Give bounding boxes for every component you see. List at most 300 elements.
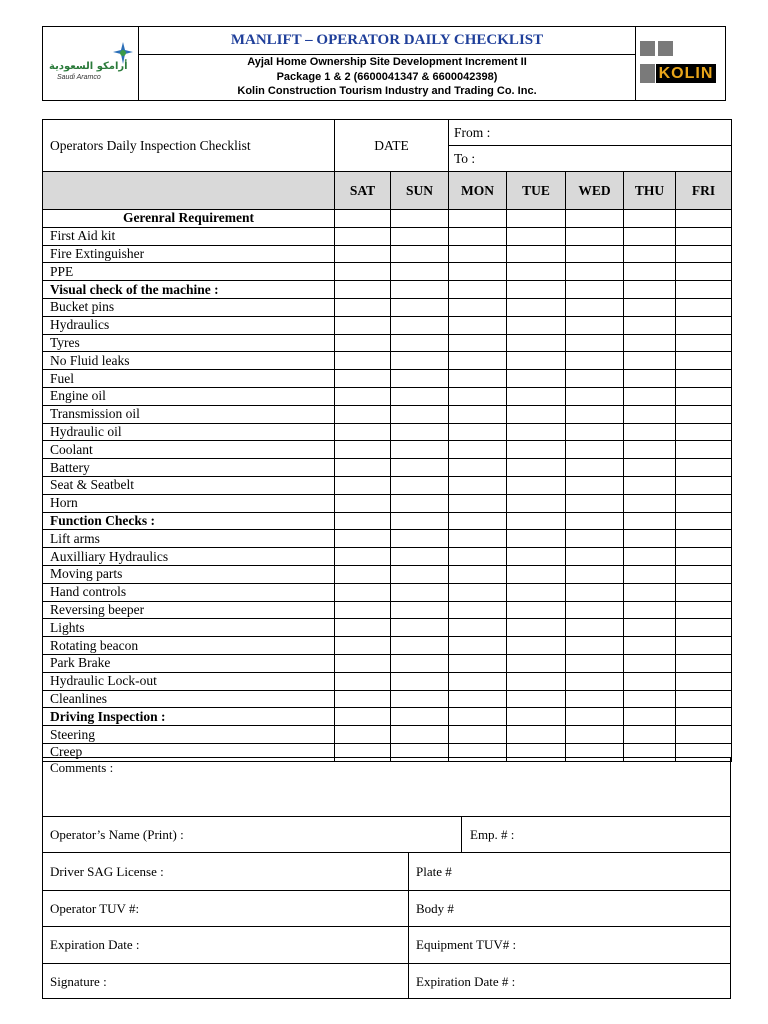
check-cell-thu[interactable] <box>624 672 676 690</box>
check-cell-sat[interactable] <box>335 316 391 334</box>
check-cell-tue[interactable] <box>507 334 566 352</box>
check-cell-sat[interactable] <box>335 672 391 690</box>
table-top-row <box>43 120 732 172</box>
check-cell-fri[interactable] <box>676 654 732 672</box>
check-cell-tue[interactable] <box>507 637 566 655</box>
check-cell-wed[interactable] <box>566 459 624 477</box>
check-cell-mon[interactable] <box>449 726 507 744</box>
table-row <box>43 690 732 708</box>
comments-label: Comments : <box>50 760 114 775</box>
check-cell-sat[interactable] <box>335 601 391 619</box>
table-row <box>43 441 732 459</box>
check-cell-sat[interactable] <box>335 708 391 726</box>
checklist-item-label: Steering <box>43 726 335 744</box>
package-numbers: Package 1 & 2 (6600041347 & 6600042398) <box>276 70 498 83</box>
check-cell-fri[interactable] <box>676 530 732 548</box>
check-cell-wed[interactable] <box>566 637 624 655</box>
check-cell-mon[interactable] <box>449 210 507 228</box>
table-row <box>43 459 732 477</box>
table-row <box>43 227 732 245</box>
checklist-item-label: Hydraulic Lock-out <box>43 672 335 690</box>
check-cell-sat[interactable] <box>335 476 391 494</box>
check-cell-tue[interactable] <box>507 423 566 441</box>
check-cell-wed[interactable] <box>566 316 624 334</box>
section-heading: Visual check of the machine : <box>43 281 335 299</box>
check-cell-wed[interactable] <box>566 281 624 299</box>
check-cell-sun[interactable] <box>391 459 449 477</box>
check-cell-sat[interactable] <box>335 281 391 299</box>
check-cell-thu[interactable] <box>624 441 676 459</box>
check-cell-sun[interactable] <box>391 210 449 228</box>
table-row <box>43 316 732 334</box>
check-cell-sun[interactable] <box>391 405 449 423</box>
check-cell-thu[interactable] <box>624 227 676 245</box>
check-cell-wed[interactable] <box>566 263 624 281</box>
checklist-item-label: Creep <box>43 743 335 761</box>
check-cell-sat[interactable] <box>335 352 391 370</box>
table-row <box>43 263 732 281</box>
check-cell-sun[interactable] <box>391 619 449 637</box>
check-cell-thu[interactable] <box>624 708 676 726</box>
operator-name-row <box>42 816 731 853</box>
table-row <box>43 334 732 352</box>
check-cell-tue[interactable] <box>507 387 566 405</box>
comments-box[interactable] <box>42 757 731 817</box>
checklist-item-label: Lift arms <box>43 530 335 548</box>
to-field[interactable]: To : <box>454 151 476 166</box>
check-cell-wed[interactable] <box>566 405 624 423</box>
check-cell-mon[interactable] <box>449 476 507 494</box>
check-cell-mon[interactable] <box>449 227 507 245</box>
table-row <box>43 245 732 263</box>
checklist-item-label: Tyres <box>43 334 335 352</box>
checklist-item-label: Rotating beacon <box>43 637 335 655</box>
checklist-item-label: Seat & Seatbelt <box>43 476 335 494</box>
check-cell-mon[interactable] <box>449 370 507 388</box>
check-cell-sun[interactable] <box>391 298 449 316</box>
check-cell-tue[interactable] <box>507 281 566 299</box>
checklist-item-label: Battery <box>43 459 335 477</box>
check-cell-wed[interactable] <box>566 334 624 352</box>
document-header <box>42 26 726 101</box>
check-cell-sat[interactable] <box>335 210 391 228</box>
check-cell-wed[interactable] <box>566 352 624 370</box>
check-cell-fri[interactable] <box>676 708 732 726</box>
equipment-tuv-label: Equipment TUV# : <box>416 937 517 952</box>
check-cell-tue[interactable] <box>507 690 566 708</box>
checklist-item-label: Coolant <box>43 441 335 459</box>
check-cell-fri[interactable] <box>676 334 732 352</box>
check-cell-sun[interactable] <box>391 476 449 494</box>
check-cell-sun[interactable] <box>391 245 449 263</box>
check-cell-sat[interactable] <box>335 423 391 441</box>
check-cell-thu[interactable] <box>624 405 676 423</box>
checklist-item-label: Cleanlines <box>43 690 335 708</box>
check-cell-sat[interactable] <box>335 405 391 423</box>
check-cell-mon[interactable] <box>449 298 507 316</box>
check-cell-thu[interactable] <box>624 334 676 352</box>
check-cell-mon[interactable] <box>449 423 507 441</box>
check-cell-fri[interactable] <box>676 512 732 530</box>
check-cell-sun[interactable] <box>391 494 449 512</box>
check-cell-thu[interactable] <box>624 423 676 441</box>
check-cell-thu[interactable] <box>624 690 676 708</box>
check-cell-thu[interactable] <box>624 512 676 530</box>
check-cell-mon[interactable] <box>449 316 507 334</box>
check-cell-sun[interactable] <box>391 601 449 619</box>
section-heading: Driving Inspection : <box>43 708 335 726</box>
signature-label: Signature : <box>50 974 107 989</box>
table-row <box>43 637 732 655</box>
table-row <box>43 726 732 744</box>
check-cell-mon[interactable] <box>449 548 507 566</box>
check-cell-wed[interactable] <box>566 210 624 228</box>
check-cell-tue[interactable] <box>507 210 566 228</box>
check-cell-sun[interactable] <box>391 281 449 299</box>
check-cell-sat[interactable] <box>335 654 391 672</box>
date-label: DATE <box>335 120 449 172</box>
check-cell-tue[interactable] <box>507 672 566 690</box>
day-header-tue: TUE <box>507 172 566 210</box>
check-cell-fri[interactable] <box>676 494 732 512</box>
divider <box>43 926 730 927</box>
check-cell-mon[interactable] <box>449 281 507 299</box>
check-cell-wed[interactable] <box>566 245 624 263</box>
table-row <box>43 619 732 637</box>
header-subtitle <box>138 55 636 99</box>
check-cell-mon[interactable] <box>449 601 507 619</box>
operator-name-label: Operator’s Name (Print) : <box>50 827 184 842</box>
check-cell-wed[interactable] <box>566 726 624 744</box>
check-cell-thu[interactable] <box>624 548 676 566</box>
check-cell-wed[interactable] <box>566 387 624 405</box>
check-cell-mon[interactable] <box>449 494 507 512</box>
check-cell-wed[interactable] <box>566 583 624 601</box>
check-cell-mon[interactable] <box>449 708 507 726</box>
check-cell-sat[interactable] <box>335 227 391 245</box>
check-cell-mon[interactable] <box>449 352 507 370</box>
check-cell-sun[interactable] <box>391 548 449 566</box>
check-cell-fri[interactable] <box>676 227 732 245</box>
check-cell-sun[interactable] <box>391 637 449 655</box>
check-cell-sat[interactable] <box>335 637 391 655</box>
check-cell-mon[interactable] <box>449 583 507 601</box>
check-cell-fri[interactable] <box>676 423 732 441</box>
check-cell-fri[interactable] <box>676 210 732 228</box>
check-cell-fri[interactable] <box>676 298 732 316</box>
check-cell-thu[interactable] <box>624 298 676 316</box>
check-cell-fri[interactable] <box>676 565 732 583</box>
check-cell-sun[interactable] <box>391 387 449 405</box>
check-cell-sat[interactable] <box>335 387 391 405</box>
check-cell-thu[interactable] <box>624 476 676 494</box>
company-name: Kolin Construction Tourism Industry and Trading Co. Inc. <box>237 85 537 97</box>
check-cell-fri[interactable] <box>676 316 732 334</box>
check-cell-thu[interactable] <box>624 210 676 228</box>
check-cell-tue[interactable] <box>507 654 566 672</box>
check-cell-sun[interactable] <box>391 263 449 281</box>
table-row <box>43 583 732 601</box>
check-cell-sun[interactable] <box>391 423 449 441</box>
check-cell-fri[interactable] <box>676 281 732 299</box>
check-cell-sun[interactable] <box>391 512 449 530</box>
check-cell-fri[interactable] <box>676 690 732 708</box>
check-cell-wed[interactable] <box>566 690 624 708</box>
check-cell-mon[interactable] <box>449 637 507 655</box>
check-cell-wed[interactable] <box>566 548 624 566</box>
table-row <box>43 423 732 441</box>
check-cell-fri[interactable] <box>676 405 732 423</box>
check-cell-mon[interactable] <box>449 263 507 281</box>
check-cell-sun[interactable] <box>391 227 449 245</box>
check-cell-tue[interactable] <box>507 370 566 388</box>
checklist-item-label: Lights <box>43 619 335 637</box>
check-cell-fri[interactable] <box>676 245 732 263</box>
check-cell-fri[interactable] <box>676 387 732 405</box>
check-cell-sat[interactable] <box>335 548 391 566</box>
check-cell-thu[interactable] <box>624 263 676 281</box>
check-cell-wed[interactable] <box>566 423 624 441</box>
check-cell-tue[interactable] <box>507 565 566 583</box>
day-header-sat: SAT <box>335 172 391 210</box>
check-cell-mon[interactable] <box>449 672 507 690</box>
check-cell-tue[interactable] <box>507 530 566 548</box>
check-cell-fri[interactable] <box>676 619 732 637</box>
check-cell-tue[interactable] <box>507 298 566 316</box>
check-cell-thu[interactable] <box>624 387 676 405</box>
check-cell-sat[interactable] <box>335 441 391 459</box>
check-cell-mon[interactable] <box>449 619 507 637</box>
check-cell-thu[interactable] <box>624 530 676 548</box>
check-cell-sat[interactable] <box>335 334 391 352</box>
check-cell-wed[interactable] <box>566 441 624 459</box>
check-cell-mon[interactable] <box>449 530 507 548</box>
section-heading: Function Checks : <box>43 512 335 530</box>
check-cell-sun[interactable] <box>391 708 449 726</box>
check-cell-thu[interactable] <box>624 601 676 619</box>
check-cell-wed[interactable] <box>566 654 624 672</box>
check-cell-fri[interactable] <box>676 352 732 370</box>
day-header-mon: MON <box>449 172 507 210</box>
check-cell-tue[interactable] <box>507 263 566 281</box>
table-row <box>43 405 732 423</box>
check-cell-wed[interactable] <box>566 494 624 512</box>
check-cell-tue[interactable] <box>507 476 566 494</box>
check-cell-wed[interactable] <box>566 370 624 388</box>
table-row <box>43 530 732 548</box>
check-cell-mon[interactable] <box>449 512 507 530</box>
table-row <box>43 548 732 566</box>
checklist-item-label: First Aid kit <box>43 227 335 245</box>
aramco-english-text: Saudi Aramco <box>57 74 101 81</box>
table-row <box>43 565 732 583</box>
check-cell-thu[interactable] <box>624 494 676 512</box>
check-cell-wed[interactable] <box>566 565 624 583</box>
checklist-item-label: Park Brake <box>43 654 335 672</box>
check-cell-sun[interactable] <box>391 370 449 388</box>
check-cell-tue[interactable] <box>507 459 566 477</box>
check-cell-mon[interactable] <box>449 459 507 477</box>
check-cell-fri[interactable] <box>676 726 732 744</box>
checklist-item-label: Auxilliary Hydraulics <box>43 548 335 566</box>
check-cell-fri[interactable] <box>676 672 732 690</box>
check-cell-sat[interactable] <box>335 619 391 637</box>
check-cell-thu[interactable] <box>624 565 676 583</box>
check-cell-sun[interactable] <box>391 690 449 708</box>
checklist-item-label: Engine oil <box>43 387 335 405</box>
aramco-arabic-text: أرامكو السعودية <box>49 61 128 72</box>
check-cell-sun[interactable] <box>391 352 449 370</box>
checklist-item-label: Hydraulics <box>43 316 335 334</box>
check-cell-sun[interactable] <box>391 672 449 690</box>
from-field[interactable]: From : <box>449 120 731 146</box>
checklist-item-label: Bucket pins <box>43 298 335 316</box>
kolin-square-icon <box>640 41 655 56</box>
check-cell-fri[interactable] <box>676 637 732 655</box>
table-row <box>43 298 732 316</box>
check-cell-thu[interactable] <box>624 619 676 637</box>
table-row <box>43 210 732 228</box>
check-cell-wed[interactable] <box>566 601 624 619</box>
check-cell-fri[interactable] <box>676 548 732 566</box>
check-cell-wed[interactable] <box>566 227 624 245</box>
checklist-heading: Operators Daily Inspection Checklist <box>43 120 335 172</box>
check-cell-tue[interactable] <box>507 245 566 263</box>
check-cell-sun[interactable] <box>391 565 449 583</box>
check-cell-sat[interactable] <box>335 726 391 744</box>
check-cell-thu[interactable] <box>624 459 676 477</box>
check-cell-mon[interactable] <box>449 654 507 672</box>
day-header-wed: WED <box>566 172 624 210</box>
divider <box>43 890 730 891</box>
driver-license-label: Driver SAG License : <box>50 864 164 879</box>
check-cell-fri[interactable] <box>676 601 732 619</box>
check-cell-tue[interactable] <box>507 619 566 637</box>
check-cell-thu[interactable] <box>624 316 676 334</box>
check-cell-mon[interactable] <box>449 565 507 583</box>
check-cell-thu[interactable] <box>624 637 676 655</box>
kolin-square-icon <box>658 41 673 56</box>
check-cell-fri[interactable] <box>676 459 732 477</box>
check-cell-wed[interactable] <box>566 476 624 494</box>
check-cell-fri[interactable] <box>676 263 732 281</box>
check-cell-tue[interactable] <box>507 441 566 459</box>
expiration-date-label: Expiration Date : <box>50 937 140 952</box>
check-cell-thu[interactable] <box>624 245 676 263</box>
check-cell-fri[interactable] <box>676 476 732 494</box>
check-cell-tue[interactable] <box>507 512 566 530</box>
check-cell-tue[interactable] <box>507 227 566 245</box>
check-cell-mon[interactable] <box>449 405 507 423</box>
project-name: Ayjal Home Ownership Site Development Increment II <box>247 56 527 68</box>
check-cell-mon[interactable] <box>449 334 507 352</box>
day-header-sun: SUN <box>391 172 449 210</box>
check-cell-fri[interactable] <box>676 583 732 601</box>
check-cell-sat[interactable] <box>335 245 391 263</box>
check-cell-mon[interactable] <box>449 441 507 459</box>
check-cell-tue[interactable] <box>507 708 566 726</box>
check-cell-mon[interactable] <box>449 690 507 708</box>
checklist-item-label: Fire Extinguisher <box>43 245 335 263</box>
check-cell-thu[interactable] <box>624 726 676 744</box>
emp-label: Emp. # : <box>470 827 515 842</box>
check-cell-sat[interactable] <box>335 298 391 316</box>
inspection-table <box>42 119 732 762</box>
check-cell-sun[interactable] <box>391 530 449 548</box>
check-cell-sat[interactable] <box>335 583 391 601</box>
checklist-item-label: Transmission oil <box>43 405 335 423</box>
check-cell-sun[interactable] <box>391 334 449 352</box>
check-cell-tue[interactable] <box>507 601 566 619</box>
table-row <box>43 370 732 388</box>
check-cell-fri[interactable] <box>676 441 732 459</box>
check-cell-sat[interactable] <box>335 690 391 708</box>
checklist-item-label: No Fluid leaks <box>43 352 335 370</box>
check-cell-thu[interactable] <box>624 583 676 601</box>
check-cell-sun[interactable] <box>391 726 449 744</box>
check-cell-thu[interactable] <box>624 352 676 370</box>
check-cell-tue[interactable] <box>507 316 566 334</box>
table-row <box>43 601 732 619</box>
checklist-item-label: Hydraulic oil <box>43 423 335 441</box>
day-header-thu: THU <box>624 172 676 210</box>
check-cell-wed[interactable] <box>566 708 624 726</box>
check-cell-sat[interactable] <box>335 263 391 281</box>
check-cell-fri[interactable] <box>676 370 732 388</box>
kolin-square-icon <box>640 64 655 83</box>
check-cell-wed[interactable] <box>566 530 624 548</box>
check-cell-thu[interactable] <box>624 281 676 299</box>
check-cell-sat[interactable] <box>335 565 391 583</box>
check-cell-tue[interactable] <box>507 726 566 744</box>
checklist-item-label: Moving parts <box>43 565 335 583</box>
check-cell-thu[interactable] <box>624 370 676 388</box>
document-title: MANLIFT – OPERATOR DAILY CHECKLIST <box>138 27 636 55</box>
check-cell-sun[interactable] <box>391 441 449 459</box>
check-cell-wed[interactable] <box>566 298 624 316</box>
saudi-aramco-logo <box>43 27 139 100</box>
check-cell-sat[interactable] <box>335 530 391 548</box>
check-cell-sun[interactable] <box>391 316 449 334</box>
body-label: Body # <box>416 901 454 916</box>
check-cell-sat[interactable] <box>335 512 391 530</box>
check-cell-sun[interactable] <box>391 583 449 601</box>
check-cell-sat[interactable] <box>335 459 391 477</box>
table-row <box>43 476 732 494</box>
check-cell-tue[interactable] <box>507 494 566 512</box>
check-cell-tue[interactable] <box>507 548 566 566</box>
table-row <box>43 352 732 370</box>
divider <box>43 963 730 964</box>
check-cell-tue[interactable] <box>507 583 566 601</box>
check-cell-mon[interactable] <box>449 245 507 263</box>
general-requirement-heading: Gerenral Requirement <box>43 210 335 228</box>
check-cell-mon[interactable] <box>449 387 507 405</box>
check-cell-tue[interactable] <box>507 352 566 370</box>
check-cell-wed[interactable] <box>566 672 624 690</box>
table-row <box>43 708 732 726</box>
day-header-blank <box>43 172 335 210</box>
check-cell-tue[interactable] <box>507 405 566 423</box>
kolin-logo <box>635 27 725 100</box>
check-cell-thu[interactable] <box>624 654 676 672</box>
check-cell-wed[interactable] <box>566 619 624 637</box>
check-cell-wed[interactable] <box>566 512 624 530</box>
check-cell-sat[interactable] <box>335 494 391 512</box>
check-cell-sat[interactable] <box>335 370 391 388</box>
check-cell-sun[interactable] <box>391 654 449 672</box>
kolin-wordmark: KOLIN <box>656 64 716 83</box>
